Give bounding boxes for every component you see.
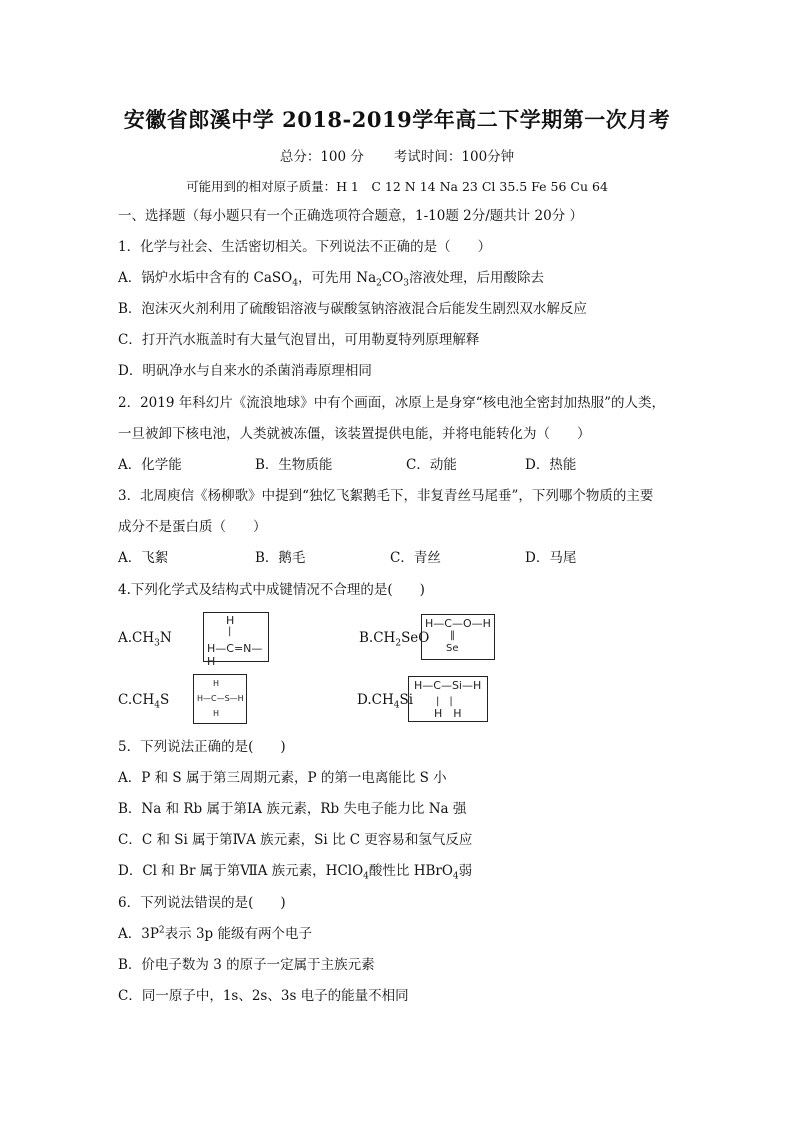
q3-stem-line2: 成分不是蛋白质（ ） xyxy=(118,519,267,535)
total-score: 总分：100 分 xyxy=(279,149,364,165)
q3-stem-line1: 3．北周庾信《杨柳歌》中提到“独忆飞絮鹅毛下，非复青丝马尾垂”，下列哪个物质的主要 xyxy=(118,488,654,504)
q4-option-b: $B.CH_2SeO$ xyxy=(359,630,430,649)
q5-option-d: D．Cl 和 Br 属于第ⅦA 族元素，HClO$_4$酸性比 HBrO$_4$弱 xyxy=(118,863,473,882)
q2-stem-line1: 2．2019 年科幻片《流浪地球》中有个画面，冰原上是身穿“核电池全密封加热服”的人类， xyxy=(118,395,666,411)
q5-option-a: A．P 和 S 属于第三周期元素，P 的第一电离能比 S 小 xyxy=(118,770,447,786)
q2-option-b: B．生物质能 xyxy=(255,457,333,473)
q2-option-d: D．热能 xyxy=(525,457,577,473)
atomic-masses: 可能用到的相对原子质量：H 1 C 12 N 14 Na 23 Cl 35.5 Fe 56 Cu 64 xyxy=(186,179,608,194)
q1-option-b: B．泡沫灭火剂利用了硫酸铝溶液与碳酸氢钠溶液混合后能发生剧烈双水解反应 xyxy=(118,301,587,317)
q3-option-b: B．鹅毛 xyxy=(255,550,306,566)
q4-structure-b: H—C—O—H ‖ Se xyxy=(421,614,495,660)
q3-option-a: A．飞絮 xyxy=(118,550,169,566)
q4-structure-c: H H—C—S—H H xyxy=(193,674,247,724)
q1-option-a: A．锅炉水垢中含有的 CaSO$_4$，可先用 $Na_2CO_3$溶液处理，后用酸除去 xyxy=(118,270,544,289)
q4-option-c: $C.CH_4S$ xyxy=(118,692,170,711)
q2-option-a: A．化学能 xyxy=(118,457,182,473)
q2-option-c: C．动能 xyxy=(406,457,457,473)
q6-option-b: B．价电子数为 3 的原子一定属于主族元素 xyxy=(118,957,375,973)
q4-structure-d: H—C—Si—H | | H H xyxy=(408,676,488,722)
q4-structure-a: H | H—C=N—H xyxy=(203,612,269,662)
q3-option-d: D．马尾 xyxy=(525,550,577,566)
q1-option-c: C．打开汽水瓶盖时有大量气泡冒出，可用勒夏特列原理解释 xyxy=(118,332,480,348)
q3-option-c: C．青丝 xyxy=(390,550,441,566)
q2-stem-line2: 一旦被卸下核电池，人类就被冻僵，该装置提供电能，并将电能转化为（ ） xyxy=(118,426,591,442)
q6-option-a: A．$3P^2$表示 3p 能级有两个电子 xyxy=(118,925,312,942)
exam-title: 安徽省郎溪中学 2018-2019学年高二下学期第一次月考 xyxy=(123,107,671,132)
q1-stem: 1．化学与社会、生活密切相关。下列说法不正确的是（ ） xyxy=(118,239,492,255)
q4-option-a: $A.CH_3N$ xyxy=(118,630,172,649)
q5-stem: 5．下列说法正确的是( ) xyxy=(118,739,286,755)
exam-time: 考试时间：100分钟 xyxy=(393,149,515,165)
q4-option-d: $D.CH_4Si$ xyxy=(357,692,414,711)
q5-option-c: C．C 和 Si 属于第ⅣA 族元素，Si 比 C 更容易和氢气反应 xyxy=(118,832,473,848)
exam-info xyxy=(0,145,794,165)
q5-option-b: B．Na 和 Rb 属于第ⅠA 族元素，Rb 失电子能力比 Na 强 xyxy=(118,801,467,817)
q6-stem: 6．下列说法错误的是( ) xyxy=(118,895,286,911)
q1-option-d: D．明矾净水与自来水的杀菌消毒原理相同 xyxy=(118,363,372,379)
q4-stem: 4.下列化学式及结构式中成键情况不合理的是( ) xyxy=(118,582,425,598)
section-heading: 一、选择题（每小题只有一个正确选项符合题意，1-10题 2分/题共计 20分 ） xyxy=(118,208,584,224)
q6-option-c: C．同一原子中，1s、2s、3s 电子的能量不相同 xyxy=(118,988,409,1004)
